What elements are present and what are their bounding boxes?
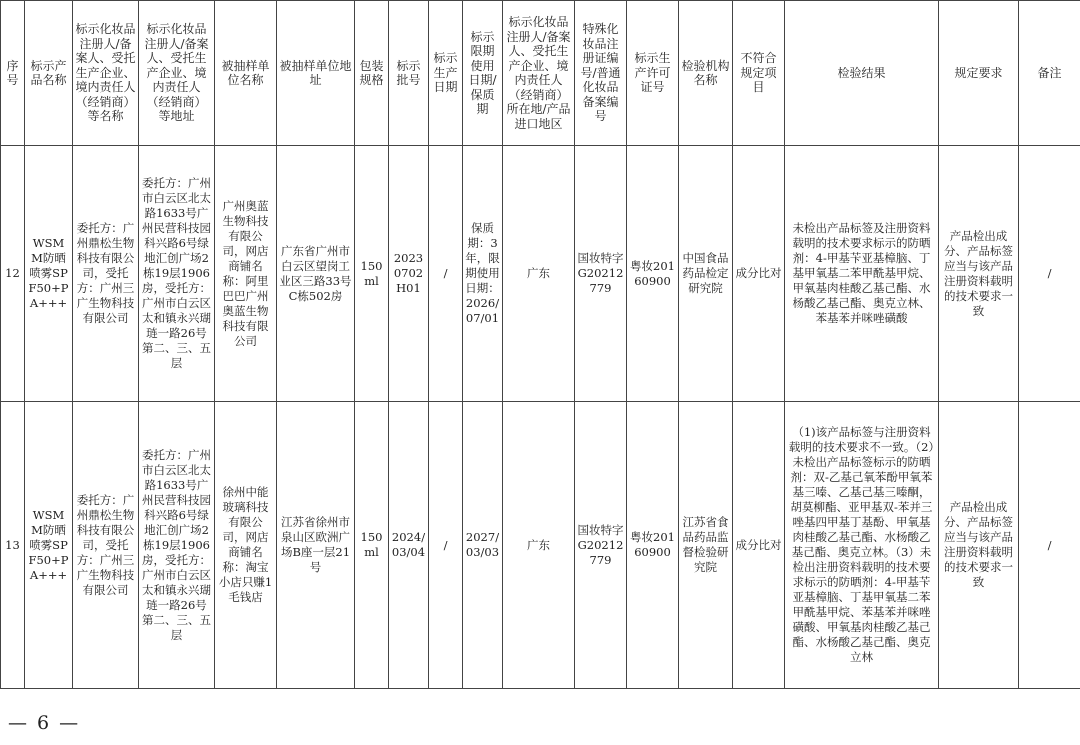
- cell-batch: 20230702H01: [389, 146, 429, 402]
- cell-spec: 150ml: [355, 146, 389, 402]
- header-cell: 备注: [1019, 1, 1080, 146]
- header-cell: 标示限期使用日期/保质期: [463, 1, 503, 146]
- header-cell: 标示化妆品注册人/备案人、受托生产企业、境内责任人（经销商）等名称: [73, 1, 139, 146]
- cell-requirement: 产品检出成分、产品标签应当与该产品注册资料载明的技术要求一致: [939, 146, 1019, 402]
- table-row: [1, 146, 1080, 402]
- page-number: — 6 —: [8, 712, 81, 734]
- cell-sampled-address: 江苏省徐州市泉山区欧洲广场B座一层21号: [277, 402, 355, 689]
- header-cell: 不符合规定项目: [733, 1, 785, 146]
- cell-requirement: 产品检出成分、产品标签应当与该产品注册资料载明的技术要求一致: [939, 402, 1019, 689]
- header-cell: 序号: [1, 1, 25, 146]
- cell-batch: 2024/03/04: [389, 402, 429, 689]
- header-cell: 被抽样单位名称: [215, 1, 277, 146]
- header-cell: 特殊化妆品注册证编号/普通化妆品备案编号: [575, 1, 627, 146]
- cell-nonconform: 成分比对: [733, 146, 785, 402]
- header-cell: 包装规格: [355, 1, 389, 146]
- header-cell: 检验机构名称: [679, 1, 733, 146]
- cell-address: 委托方：广州市白云区北太路1633号广州民营科技园科兴路6号绿地汇创广场2栋19层1906房，受托方：广州市白云区太和镇永兴瑚琏一路26号第二、三、五层: [139, 146, 215, 402]
- cell-result: 未检出产品标签及注册资料载明的技术要求标示的防晒剂：4-甲基苄亚基樟脑、丁基甲氧基二苯甲酰基甲烷、甲氧基肉桂酸乙基己酯、水杨酸乙基己酯、奥克立林、苯基苯并咪唑磺酸: [785, 146, 939, 402]
- header-cell: 标示批号: [389, 1, 429, 146]
- cell-no: 13: [1, 402, 25, 689]
- header-cell: 标示化妆品注册人/备案人、受托生产企业、境内责任人（经销商）所在地/产品进口地区: [503, 1, 575, 146]
- cell-lab: 江苏省食品药品监督检验研究院: [679, 402, 733, 689]
- cell-prod-date: /: [429, 402, 463, 689]
- cell-sampled-name: 徐州中能玻璃科技有限公司，网店商铺名称：淘宝小店只赚1毛钱店: [215, 402, 277, 689]
- cell-sampled-name: 广州奥蓝生物科技有限公司，网店商铺名称：阿里巴巴广州奥蓝生物科技有限公司: [215, 146, 277, 402]
- header-cell: 标示化妆品注册人/备案人、受托生产企业、境内责任人（经销商）等地址: [139, 1, 215, 146]
- cell-reg-no: 国妆特字G20212779: [575, 146, 627, 402]
- cell-license: 粤妆20160900: [627, 146, 679, 402]
- header-cell: 被抽样单位地址: [277, 1, 355, 146]
- cell-license: 粤妆20160900: [627, 402, 679, 689]
- cell-sampled-address: 广东省广州市白云区望岗工业区三路33号C栋502房: [277, 146, 355, 402]
- cell-product: WSMM防晒喷雾SPF50+PA+++: [25, 402, 73, 689]
- cell-remark: /: [1019, 146, 1080, 402]
- cell-expiry: 保质期：3年，限期使用日期：2026/07/01: [463, 146, 503, 402]
- cell-result: （1)该产品标签与注册资料载明的技术要求不一致。（2）未检出产品标签标示的防晒剂：双-乙基己氧苯酚甲氧苯基三嗪、乙基己基三嗪酮，胡莫柳酯、亚甲基双-苯并三唑基四甲基丁基酚、甲氧基肉桂酸乙基己酯、水杨酸乙基己酯、奥克立林。（3）未检出注册资料载明的技术要求标示的防晒剂：4-甲基苄亚基樟脑、丁基甲氧基二苯甲酰基甲烷、苯基苯并咪唑磺酸、甲氧基肉桂酸乙基己酯、水杨酸乙基己酯、奥克立林: [785, 402, 939, 689]
- cell-lab: 中国食品药品检定研究院: [679, 146, 733, 402]
- header-cell: 规定要求: [939, 1, 1019, 146]
- cell-product: WSMM防晒喷雾SPF50+PA+++: [25, 146, 73, 402]
- header-cell: 检验结果: [785, 1, 939, 146]
- cell-prod-date: /: [429, 146, 463, 402]
- cell-address: 委托方：广州市白云区北太路1633号广州民营科技园科兴路6号绿地汇创广场2栋19层1906房，受托方：广州市白云区太和镇永兴瑚琏一路26号第二、三、五层: [139, 402, 215, 689]
- cell-reg-no: 国妆特字G20212779: [575, 402, 627, 689]
- cell-nonconform: 成分比对: [733, 402, 785, 689]
- header-row: [1, 1, 1080, 146]
- cell-company: 委托方：广州鼎松生物科技有限公司，受托方：广州三广生物科技有限公司: [73, 146, 139, 402]
- cell-company: 委托方：广州鼎松生物科技有限公司，受托方：广州三广生物科技有限公司: [73, 402, 139, 689]
- header-cell: 标示生产日期: [429, 1, 463, 146]
- cell-region: 广东: [503, 146, 575, 402]
- cell-region: 广东: [503, 402, 575, 689]
- cell-spec: 150ml: [355, 402, 389, 689]
- cell-no: 12: [1, 146, 25, 402]
- cell-expiry: 2027/03/03: [463, 402, 503, 689]
- header-cell: 标示生产许可证号: [627, 1, 679, 146]
- table-row: [1, 402, 1080, 689]
- header-cell: 标示产品名称: [25, 1, 73, 146]
- cell-remark: /: [1019, 402, 1080, 689]
